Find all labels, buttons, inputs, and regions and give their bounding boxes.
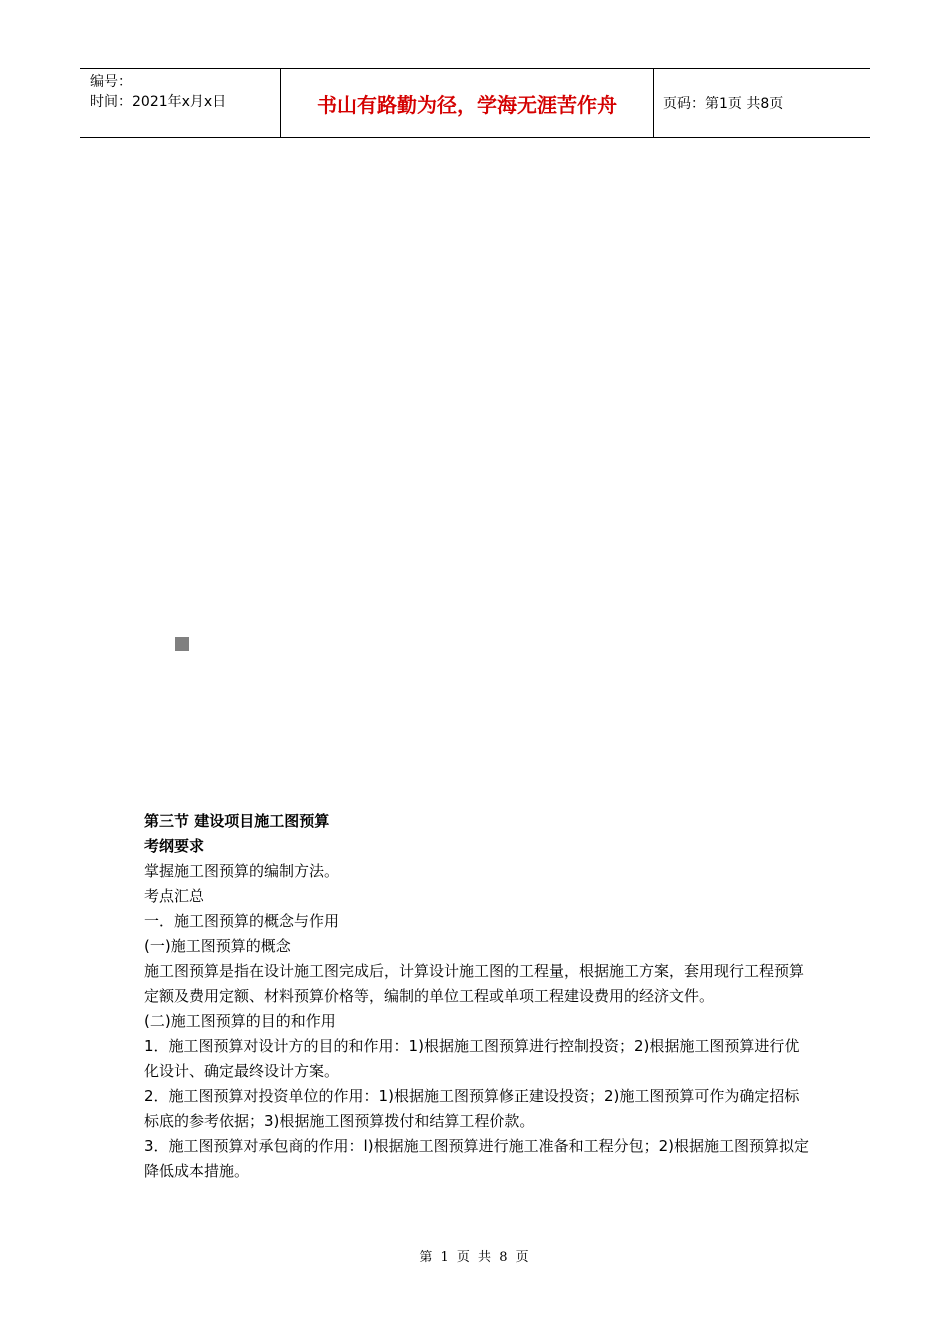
header-motto: 书山有路勤为径，学海无涯苦作舟 [281,69,654,137]
header-meta [80,69,281,137]
page-footer: 第 1 页 共 8 页 [419,1250,531,1265]
requirement-text: 掌握施工图预算的编制方法。 [144,862,340,880]
part1-heading: 一．施工图预算的概念与作用 [144,912,340,930]
requirement-heading: 考纲要求 [144,837,205,855]
section-title: 第三节 建设项目施工图预算 [144,812,330,830]
number-label: 编号： [90,74,132,90]
summary-heading: 考点汇总 [144,887,205,905]
list-item-1: 1．施工图预算对设计方的目的和作用：1)根据施工图预算进行控制投资；2)根据施工图预算进行优化设计、确定最终设计方案。 [144,1037,800,1080]
list-item-3: 3．施工图预算对承包商的作用：l)根据施工图预算进行施工准备和工程分包；2)根据施工图预算拟定降低成本措施。 [144,1137,809,1180]
document-body [144,809,814,1184]
sub2-heading: (二)施工图预算的目的和作用 [144,1012,336,1030]
page-header [80,68,870,138]
header-page-info: 页码：第1页 共8页 [663,96,784,112]
time-label: 时间：2021年x月x日 [90,94,227,110]
sub1-heading: (一)施工图预算的概念 [144,937,291,955]
list-item-2: 2．施工图预算对投资单位的作用：1)根据施工图预算修正建设投资；2)施工图预算可作为确定招标标底的参考依据；3)根据施工图预算拨付和结算工程价款。 [144,1087,800,1130]
square-bullet-icon [175,637,189,651]
sub1-paragraph: 施工图预算是指在设计施工图完成后，计算设计施工图的工程量，根据施工方案，套用现行工程预算定额及费用定额、材料预算价格等，编制的单位工程或单项工程建设费用的经济文件。 [144,962,805,1005]
